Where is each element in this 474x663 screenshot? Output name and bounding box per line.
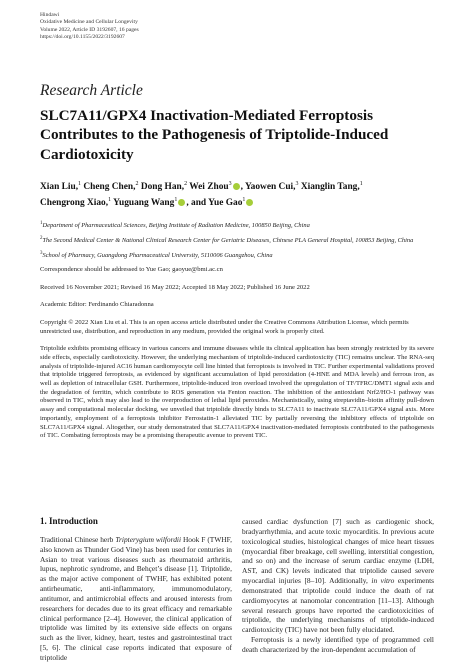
author-affiliation-marker: 2	[135, 181, 139, 188]
article-dates: Received 16 November 2021; Revised 16 May 2022; Accepted 18 May 2022; Published 16 June 2022	[40, 283, 310, 291]
journal-name: Oxidative Medicine and Cellular Longevity	[40, 19, 138, 26]
author-affiliation-marker: 1	[174, 197, 178, 204]
text-run: caused cardiac dysfunction [7] such as cardiogenic shock, bradyarrhythmia, and acute toxic myocarditis. In previous acute toxicological studies, histological changes of mice heart tissues (myocardial fiber breakage, cell swelling, interstitial congestion, and so on) and the increase of serum cardiac enzyme (LDH, AST, and CK) levels indicated that triptolide caused severe myocardial injuries [8–10]. Additionally,	[242, 517, 434, 586]
author-affiliation-marker: 1	[242, 197, 246, 204]
author-name: Chengrong Xiao,	[40, 198, 109, 209]
article-type: Research Article	[40, 81, 143, 99]
correspondence: Correspondence should be addressed to Yue Gao; gaoyue@bmi.ac.cn	[40, 266, 223, 274]
affiliation-text: The Second Medical Center & National Clinical Research Center for Geriatric Diseases, Chinese PLA General Hospital, 100853 Beijing, China	[42, 237, 414, 245]
intro-paragraph-1	[40, 535, 232, 663]
orcid-icon[interactable]	[178, 199, 185, 206]
affiliation-entry	[40, 220, 434, 231]
body-column-left	[40, 517, 232, 663]
author-line-2	[40, 194, 434, 210]
affiliation-text: School of Pharmacy, Guangdong Pharmaceutical University, 5110006 Guangzhou, China	[42, 251, 273, 259]
author-name: Cheng Chen,	[83, 182, 136, 193]
body-columns	[40, 517, 434, 663]
author-name: Wei Zhou	[189, 182, 229, 193]
orcid-icon[interactable]	[246, 199, 253, 206]
text-run: Hook F (TWHF, also known as Thunder God Vine) has been used for centuries in Asian to treat various diseases such as rheumatoid arthritis, lupus, nephrotic syndrome, and Behçet’s disease [1]. Triptolide, as the major active component of TWHF, has exhibited potent antirheumatic, anti-inflammatory, immunomodulatory, antitumor, and antimicrobial effects and aroused interests from researchers for decades due to its great efficacy and remarkable clinical performance [2–4]. However, the clinical application of triptolide was limited by its extensive side effects on organs such as the liver, kidney, heart, testes and gastrointestinal tract [5, 6]. The clinical case reports indicated that exposure of triptolide	[40, 534, 233, 662]
journal-doi-link[interactable]: https://doi.org/10.1155/2022/3192607	[40, 34, 125, 41]
author-affiliation-marker: 1	[78, 181, 82, 188]
journal-header	[40, 12, 434, 42]
author-name: Yuguang Wang	[113, 198, 175, 209]
intro-paragraph-2	[242, 517, 434, 635]
affiliation-text: Department of Pharmaceutical Sciences, Beijing Institute of Radiation Medicine, 100850 Beijing, China	[42, 222, 310, 230]
article-metadata	[40, 266, 434, 336]
author-affiliation-marker: 1	[359, 181, 363, 188]
italic-text: Tripterygium wilfordii	[115, 534, 182, 544]
body-column-right	[242, 517, 434, 663]
italic-text: in vitro	[371, 576, 395, 586]
intro-paragraph-3: Ferroptosis is a newly identified type of programmed cell death characterized by the iron-dependent accumulation of	[242, 635, 434, 654]
copyright-notice: Copyright © 2022 Xian Liu et al. This is an open access article distributed under the Creative Commons Attribution License, which permits unrestricted use, distribution, and reproduction in any medium, provided the original work is properly cited.	[40, 319, 409, 335]
affiliation-number: 1	[40, 221, 43, 227]
author-name: Dong Han,	[140, 182, 185, 193]
orcid-icon[interactable]	[233, 183, 240, 190]
author-affiliation-marker: 1	[108, 197, 112, 204]
author-name: Xian Liu,	[40, 182, 79, 193]
text-run: Traditional Chinese herb	[40, 534, 116, 544]
text-run: experiments demonstrated that triptolide could induce the death of rat cardiomyocytes at nanomolar concentration [11–13]. Although several research groups have reported the cardiotoxicities of triptolide, the underlying mechanisms of triptolide-induced cardiotoxicity (TIC) have not been fully elucidated.	[242, 576, 435, 635]
affiliation-number: 2	[40, 236, 43, 241]
author-name: Yaowen Cui,	[244, 182, 296, 193]
affiliation-entry	[40, 250, 434, 261]
author-line-1	[40, 178, 434, 194]
publisher-name: Hindawi	[40, 12, 60, 18]
author-name: and Yue Gao	[191, 198, 243, 209]
paper-title: SLC7A11/GPX4 Inactivation-Mediated Ferroptosis Contributes to the Pathogenesis of Triptolide-Induced Cardiotoxicity	[40, 106, 389, 163]
author-affiliation-marker: 2	[184, 181, 188, 188]
academic-editor: Academic Editor: Ferdinando Chiaradonna	[40, 301, 154, 309]
author-list	[40, 178, 434, 210]
journal-volume: Volume 2022, Article ID 3192607, 16 pages	[40, 26, 139, 33]
affiliations	[40, 220, 434, 260]
abstract: Triptolide exhibits promising efficacy in various cancers and immune diseases while its clinical application has been strongly restricted by its severe side effects, especially cardiotoxicity. However, the underlying mechanism of triptolide-induced cardiotoxicity (TIC) remains unclear. The RNA-seq analysis of triptolide-injured AC16 human cardiomyocyte cell line hinted that ferroptosis is involved in TIC. Further experimental validations proved that triptolide triggered ferroptosis, as evidenced by significant accumulation of lipid peroxidation (4-HNE and MDA levels) and ferrous iron, as well as depletion of intracellular GSH. Furthermore, triptolide-induced iron overload involved the upregulation of TF/TFRC/DMT1 signal axis and the degradation of ferritin, which contribute to ROS generation via Fenton reaction. The inhibition of the antioxidant Nrf2/HO-1 pathway was observed in TIC, which may also lead to the overproduction of lethal lipid peroxides. Mechanistically, using streptavidin–biotin affinity pull-down assay and computational molecular docking, we unveiled that triptolide directly binds to SLC7A11 to inactivate SLC7A11/GPX4 signal axis. More importantly, employment of a ferroptosis inhibitor Ferrostatin-1 alleviated TIC by partially reversing the inhibitory effects of triptolide on SLC7A11/GPX4 signal. Altogether, our study demonstrated that SLC7A11/GPX4 inactivation-mediated ferroptosis contributed to the pathogenesis of TIC. Combating ferroptosis may be a promising therapeutic avenue to prevent TIC.	[40, 345, 434, 440]
affiliation-number: 3	[40, 250, 43, 256]
author-separator: ,	[186, 198, 189, 209]
author-affiliation-marker: 3	[295, 181, 299, 188]
author-separator: ,	[240, 182, 243, 193]
author-affiliation-marker: 3	[228, 181, 232, 188]
section-heading: 1. Introduction	[40, 516, 98, 526]
affiliation-entry	[40, 235, 434, 246]
author-name: Xianglin Tang,	[300, 182, 360, 193]
